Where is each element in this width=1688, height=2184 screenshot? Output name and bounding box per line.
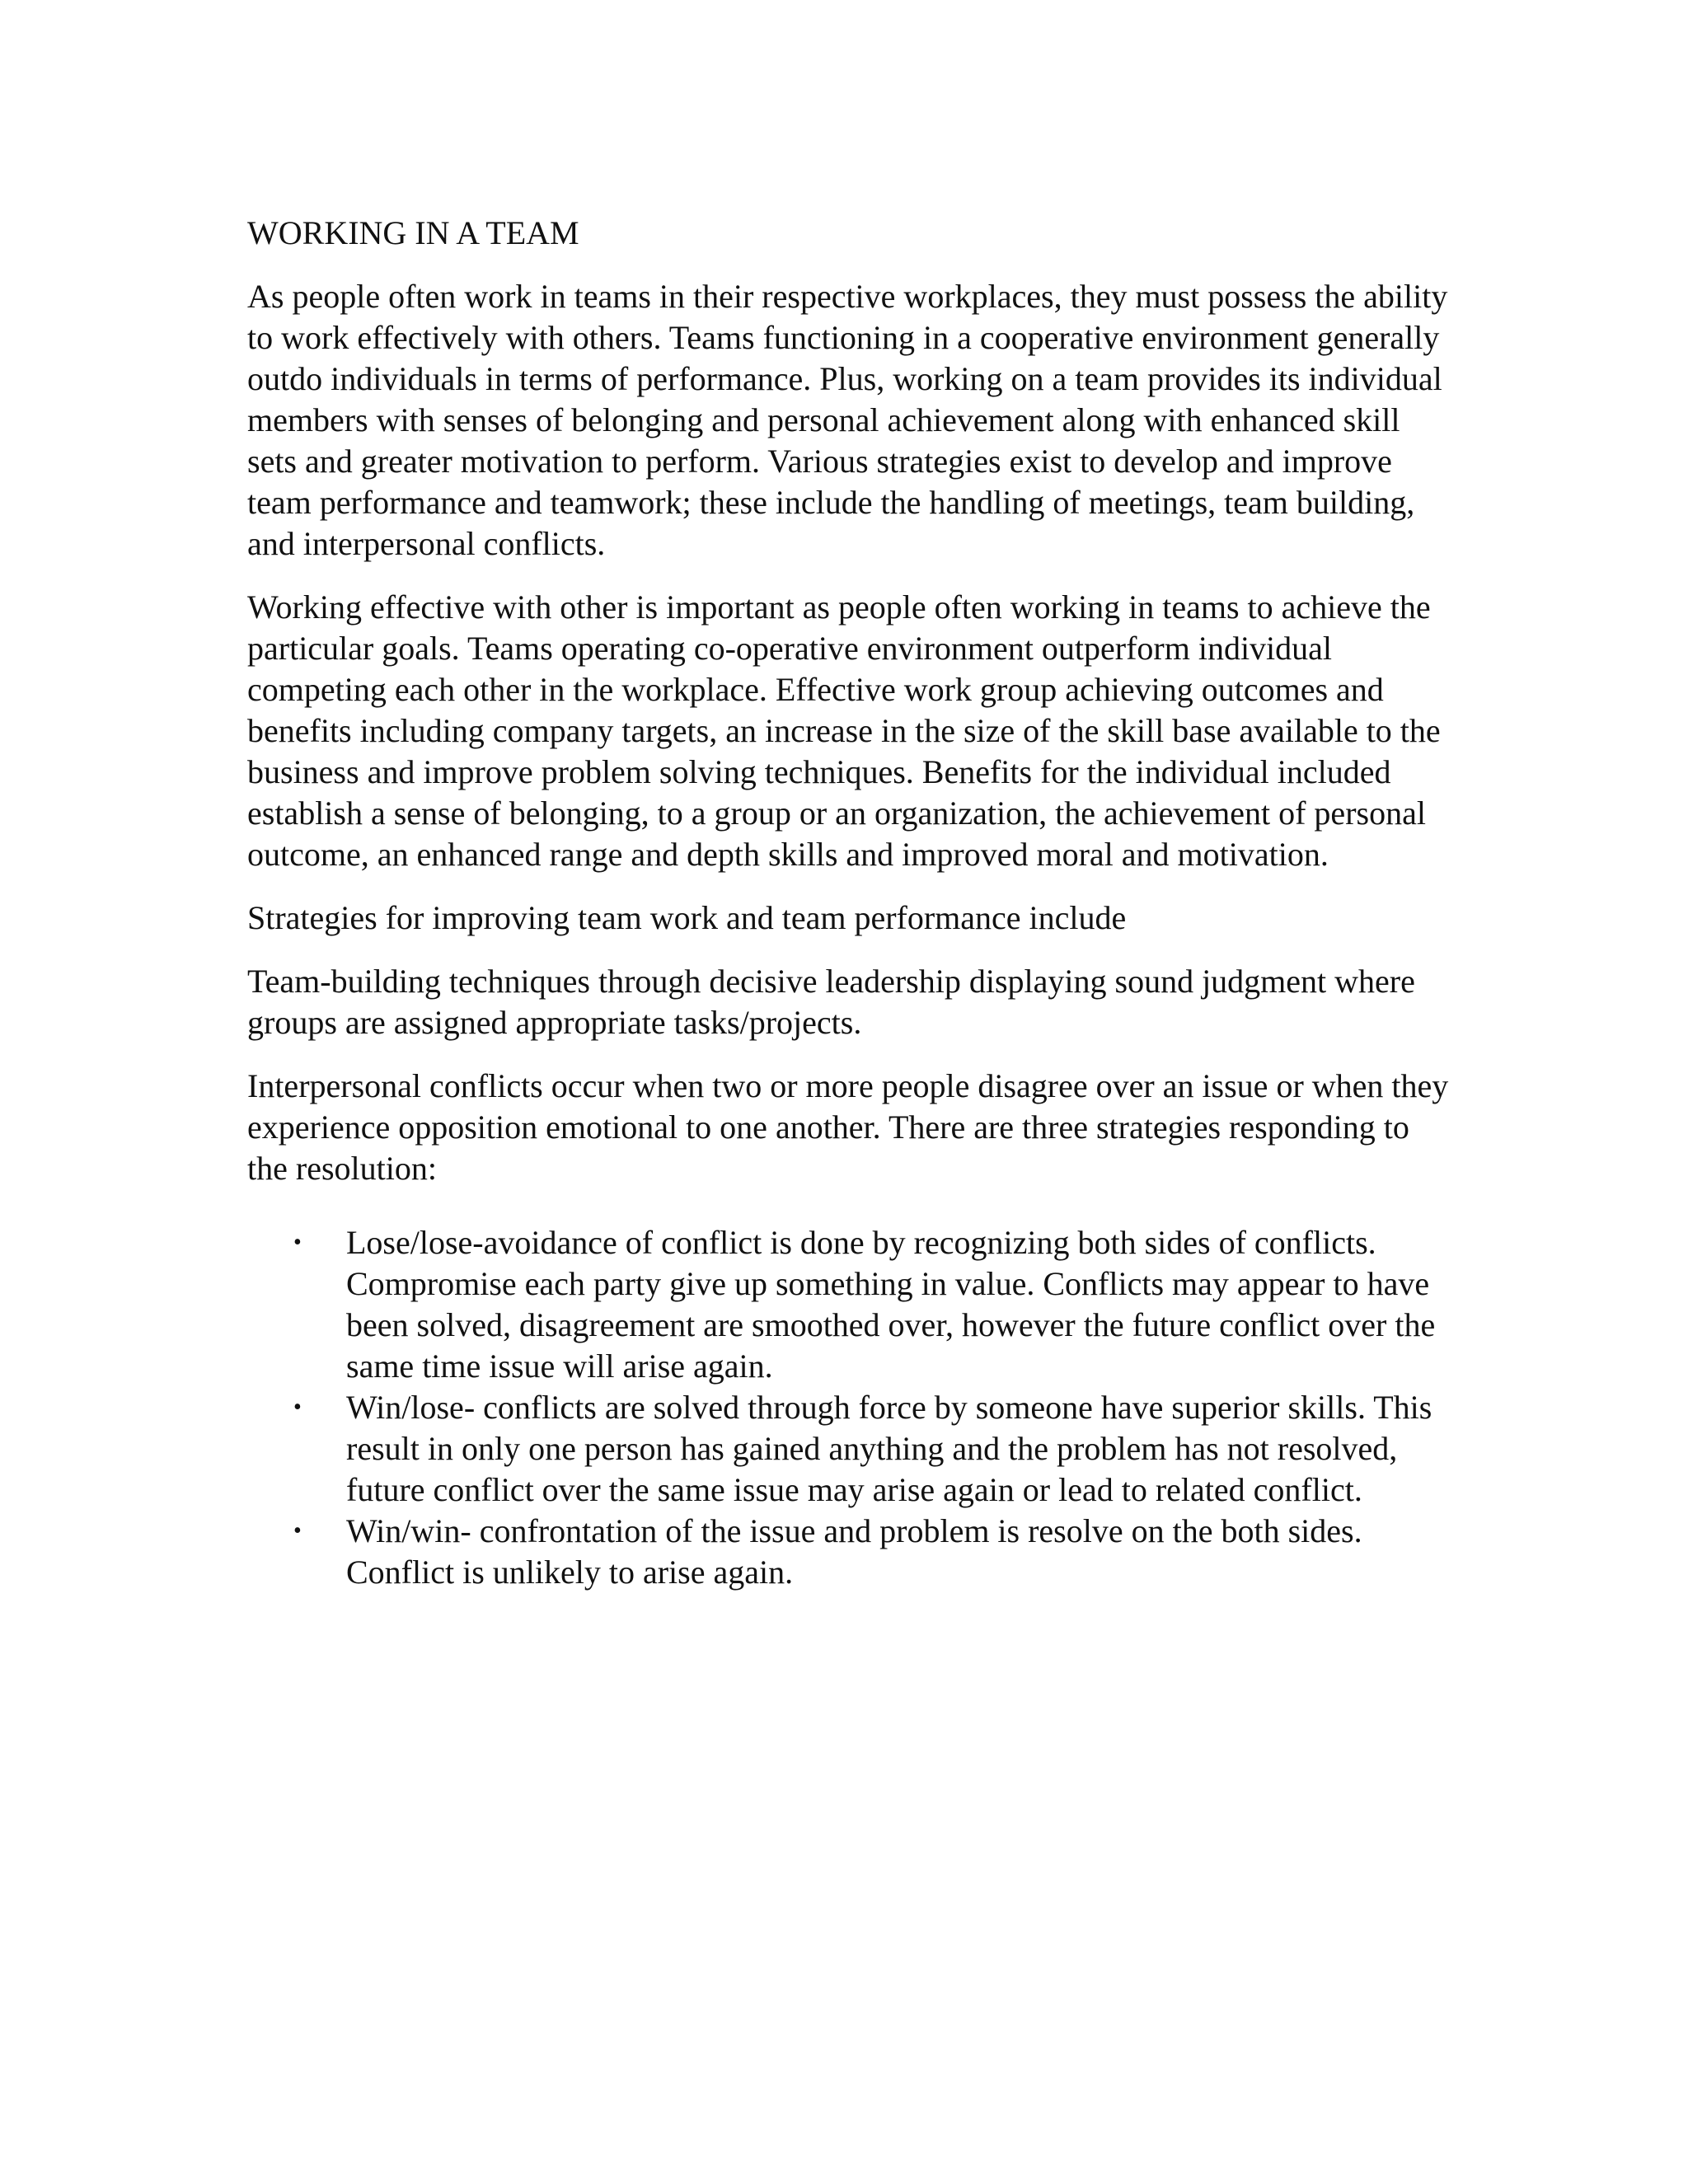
conflict-strategies-list bbox=[247, 1222, 1451, 1593]
bullet-icon: • bbox=[293, 1518, 302, 1544]
document-title: WORKING IN A TEAM bbox=[247, 214, 579, 251]
bullet-icon: • bbox=[293, 1394, 302, 1420]
list-item-text: Lose/lose-avoidance of conflict is done by recognizing both sides of conflicts. Compromise each party give up something in value. Conflicts may appear to have been solved, disagreement are smoothed over, however the future conflict over the same time issue will arise again. bbox=[346, 1224, 1436, 1385]
list-item-text: Win/win- confrontation of the issue and problem is resolve on the both sides. Conflict is unlikely to arise again. bbox=[346, 1512, 1362, 1591]
list-item-win-lose bbox=[247, 1387, 1451, 1511]
document-page bbox=[247, 213, 1451, 1593]
paragraph-intro: As people often work in teams in their respective workplaces, they must possess the ability to work effectively with others. Teams functioning in a cooperative environment generally outdo individuals in terms of performance. Plus, working on a team provides its individual members with senses of belonging and personal achievement along with enhanced skill sets and greater motivation to perform. Various strategies exist to develop and improve team performance and teamwork; these include the handling of meetings, team building, and interpersonal conflicts. bbox=[247, 278, 1448, 562]
paragraph-working-effective: Working effective with other is important as people often working in teams to achieve the particular goals. Teams operating co-operative environment outperform individual competing each other in the workplace. Effective work group achieving outcomes and benefits including company targets, an increase in the size of the skill base available to the business and improve problem solving techniques. Benefits for the individual included establish a sense of belonging, to a group or an organization, the achievement of personal outcome, an enhanced range and depth skills and improved moral and motivation. bbox=[247, 588, 1441, 873]
list-item-win-win bbox=[247, 1511, 1451, 1593]
bullet-icon: • bbox=[293, 1230, 302, 1255]
list-item-text: Win/lose- conflicts are solved through force by someone have superior skills. This result in only one person has gained anything and the problem has not resolved, future conflict over the same issue may arise again or lead to related conflict. bbox=[346, 1389, 1432, 1508]
paragraph-strategies-intro: Strategies for improving team work and team performance include bbox=[247, 899, 1127, 936]
list-item-lose-lose bbox=[247, 1222, 1451, 1387]
paragraph-interpersonal-conflicts: Interpersonal conflicts occur when two or more people disagree over an issue or when they experience opposition emotional to one another. There are three strategies responding to the resolution: bbox=[247, 1067, 1449, 1187]
paragraph-team-building: Team-building techniques through decisive leadership displaying sound judgment where groups are assigned appropriate tasks/projects. bbox=[247, 963, 1415, 1041]
